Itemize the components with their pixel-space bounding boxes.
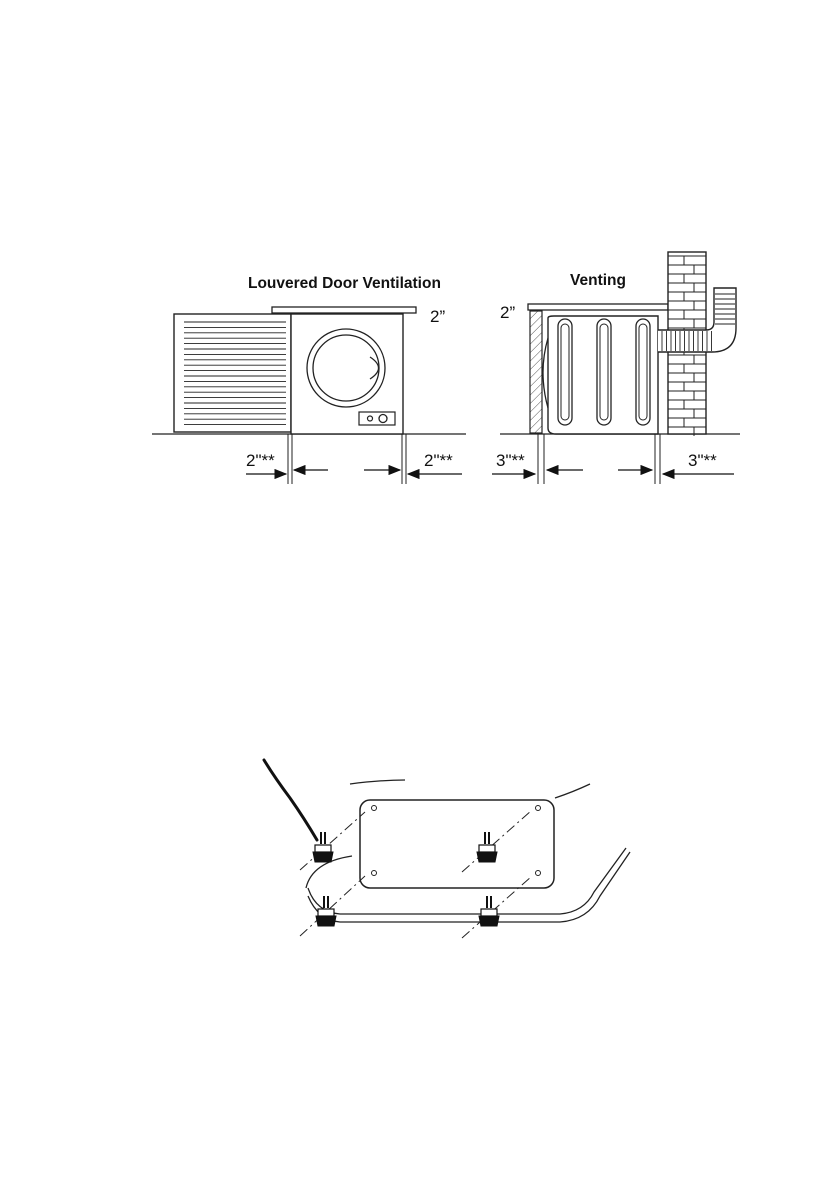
dryer-vent-slot xyxy=(639,324,647,420)
louvered-top-shelf xyxy=(272,307,416,313)
louvered-top-clearance-label: 2” xyxy=(430,307,446,326)
louvered-door xyxy=(174,314,291,432)
leveling-feet-figure xyxy=(264,760,630,938)
venting-top-shelf xyxy=(528,304,668,310)
venting-door-section xyxy=(530,311,542,433)
louvered-right-clearance-label: 2"** xyxy=(424,451,453,470)
venting-top-clearance-label: 2” xyxy=(500,303,516,322)
axis-line xyxy=(300,876,365,936)
dryer-vent-slot xyxy=(600,324,608,420)
venting-right-clearance-label: 3"** xyxy=(688,451,717,470)
louvered-door-ventilation-figure xyxy=(152,275,466,484)
dryer-door-inner xyxy=(313,335,379,401)
venting-figure xyxy=(492,252,740,484)
appliance-body-outline xyxy=(350,780,405,784)
dryer-vent-slot xyxy=(561,324,569,420)
venting-title: Venting xyxy=(570,272,626,289)
louvered-left-clearance-label: 2"** xyxy=(246,451,275,470)
dryer-door-profile xyxy=(543,338,548,408)
adjustment-tool xyxy=(264,760,317,840)
dryer-control-panel xyxy=(359,412,395,425)
leveling-foot[interactable] xyxy=(479,896,499,926)
louvered-title: Louvered Door Ventilation xyxy=(248,275,441,292)
appliance-bottom-panel xyxy=(360,800,554,888)
venting-left-clearance-label: 3"** xyxy=(496,451,525,470)
leveling-foot[interactable] xyxy=(316,896,336,926)
appliance-body-outline xyxy=(555,784,590,798)
